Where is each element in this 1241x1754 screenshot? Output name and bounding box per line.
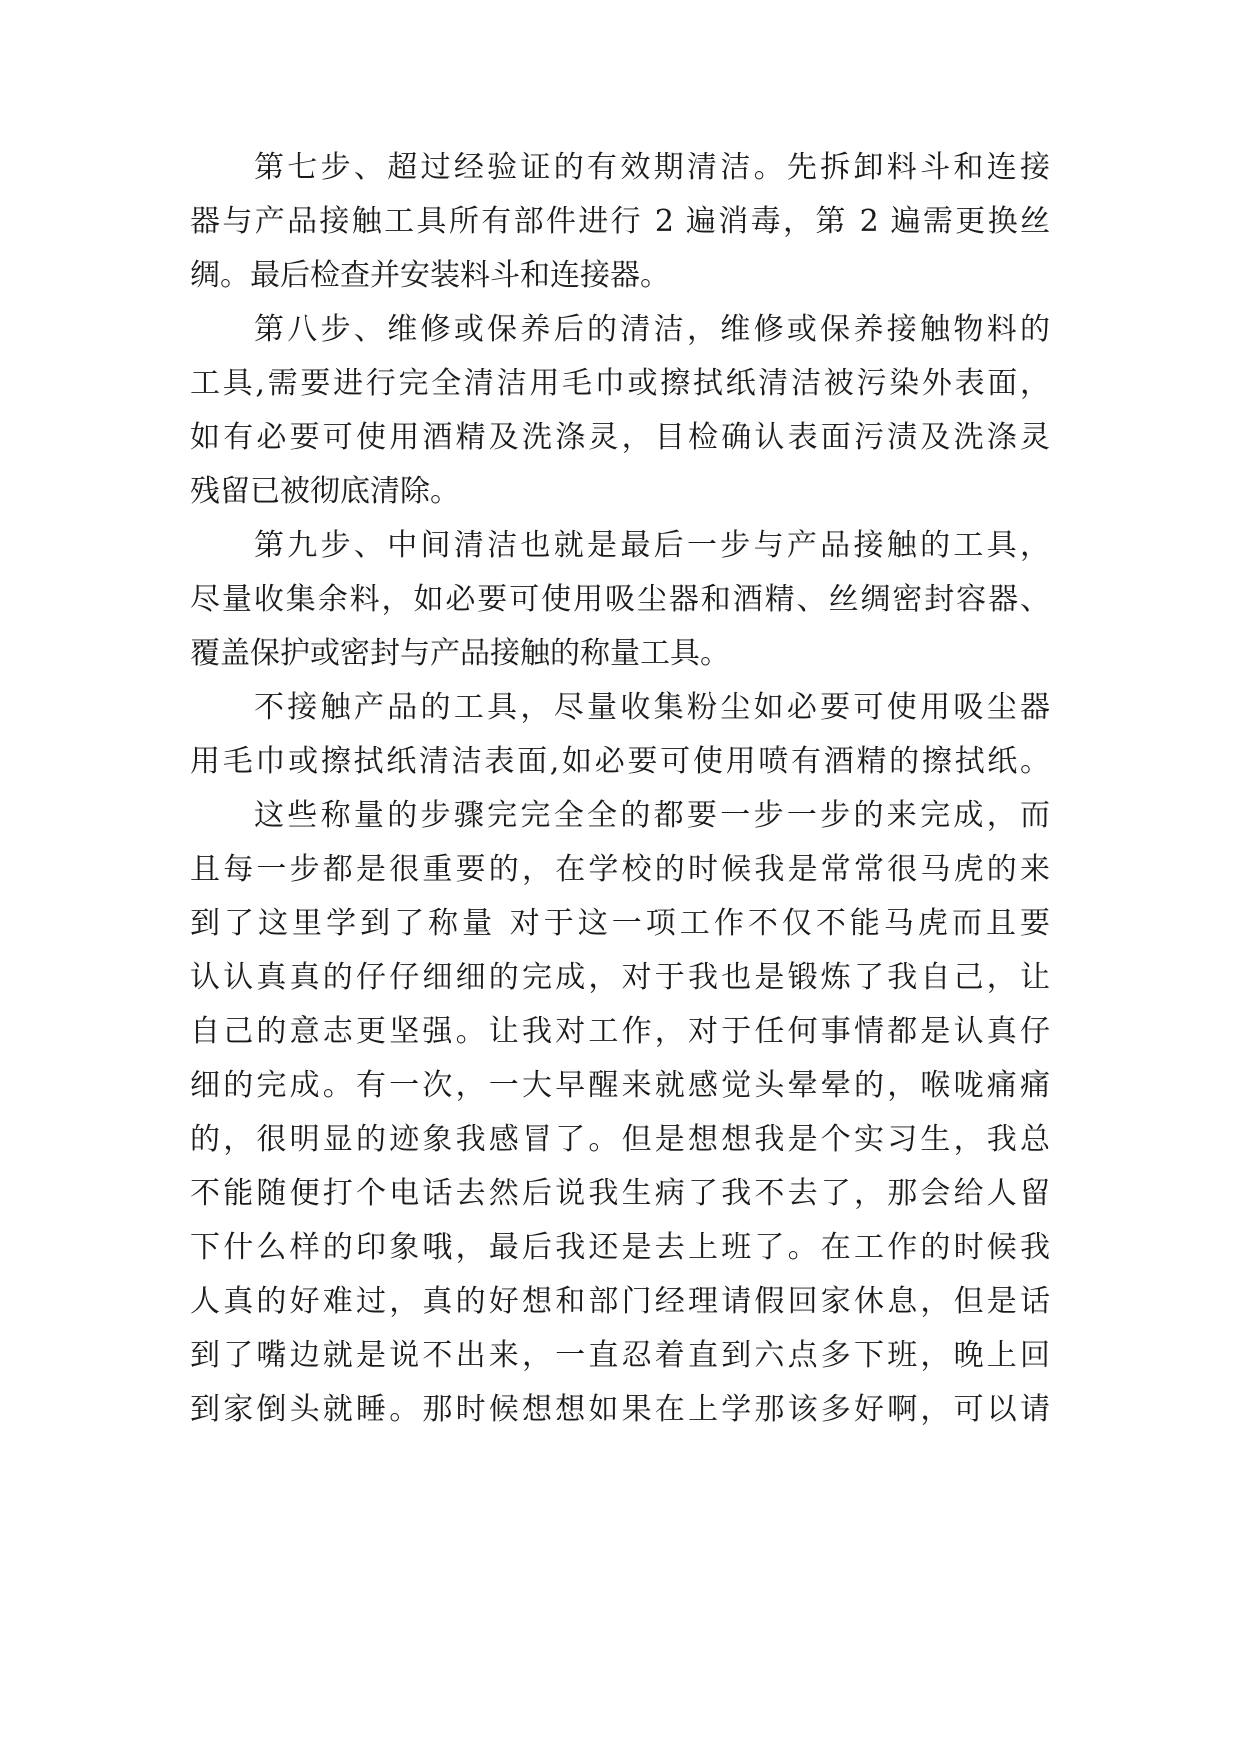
paragraph-reflection-line-8: 不能随便打个电话去然后说我生病了我不去了，那会给人留 [190,1176,1050,1211]
paragraph-reflection-line-12: 到家倒头就睡。那时候想想如果在上学那该多好啊，可以请 [190,1392,1050,1427]
paragraph-reflection-line-4: 认认真真的仔仔细细的完成，对于我也是锻炼了我自己，让 [190,960,1050,995]
paragraph-nontouch-line-1: 不接触产品的工具，尽量收集粉尘如必要可使用吸尘器 [254,690,1050,725]
paragraph-reflection-line-2: 且每一步都是很重要的，在学校的时候我是常常很马虎的来 [190,852,1050,887]
paragraph-reflection-line-1: 这些称量的步骤完完全全的都要一步一步的来完成，而 [254,798,1050,833]
paragraph-reflection-line-10: 人真的好难过，真的好想和部门经理请假回家休息，但是话 [190,1284,1050,1319]
paragraph-step9-line-1: 第九步、中间清洁也就是最后一步与产品接触的工具， [254,528,1050,563]
paragraph-reflection-line-6: 细的完成。有一次，一大早醒来就感觉头晕晕的，喉咙痛痛 [190,1068,1050,1103]
paragraph-step8-line-3: 如有必要可使用酒精及洗涤灵，目检确认表面污渍及洗涤灵 [190,420,1050,455]
paragraph-step7-line-1: 第七步、超过经验证的有效期清洁。先拆卸料斗和连接 [254,150,1050,185]
paragraph-step8-line-2: 工具,需要进行完全清洁用毛巾或擦拭纸清洁被污染外表面， [190,366,1050,401]
paragraph-step7-line-3: 绸。最后检查并安装料斗和连接器。 [190,258,670,293]
paragraph-step9-line-3: 覆盖保护或密封与产品接触的称量工具。 [190,636,730,671]
paragraph-reflection-line-5: 自己的意志更坚强。让我对工作，对于任何事情都是认真仔 [190,1014,1050,1049]
paragraph-step7-line-2: 器与产品接触工具所有部件进行 2 遍消毒，第 2 遍需更换丝 [190,204,1050,239]
paragraph-step9-line-2: 尽量收集余料，如必要可使用吸尘器和酒精、丝绸密封容器、 [190,582,1050,617]
paragraph-step8-line-4: 残留已被彻底清除。 [190,474,460,509]
paragraph-reflection-line-3: 到了这里学到了称量 对于这一项工作不仅不能马虎而且要 [190,906,1050,941]
paragraph-reflection-line-9: 下什么样的印象哦，最后我还是去上班了。在工作的时候我 [190,1230,1050,1265]
paragraph-nontouch-line-2: 用毛巾或擦拭纸清洁表面,如必要可使用喷有酒精的擦拭纸。 [190,744,1050,779]
paragraph-step8-line-1: 第八步、维修或保养后的清洁，维修或保养接触物料的 [254,312,1050,347]
paragraph-reflection-line-7: 的，很明显的迹象我感冒了。但是想想我是个实习生，我总 [190,1122,1050,1157]
paragraph-reflection-line-11: 到了嘴边就是说不出来，一直忍着直到六点多下班，晚上回 [190,1338,1050,1373]
